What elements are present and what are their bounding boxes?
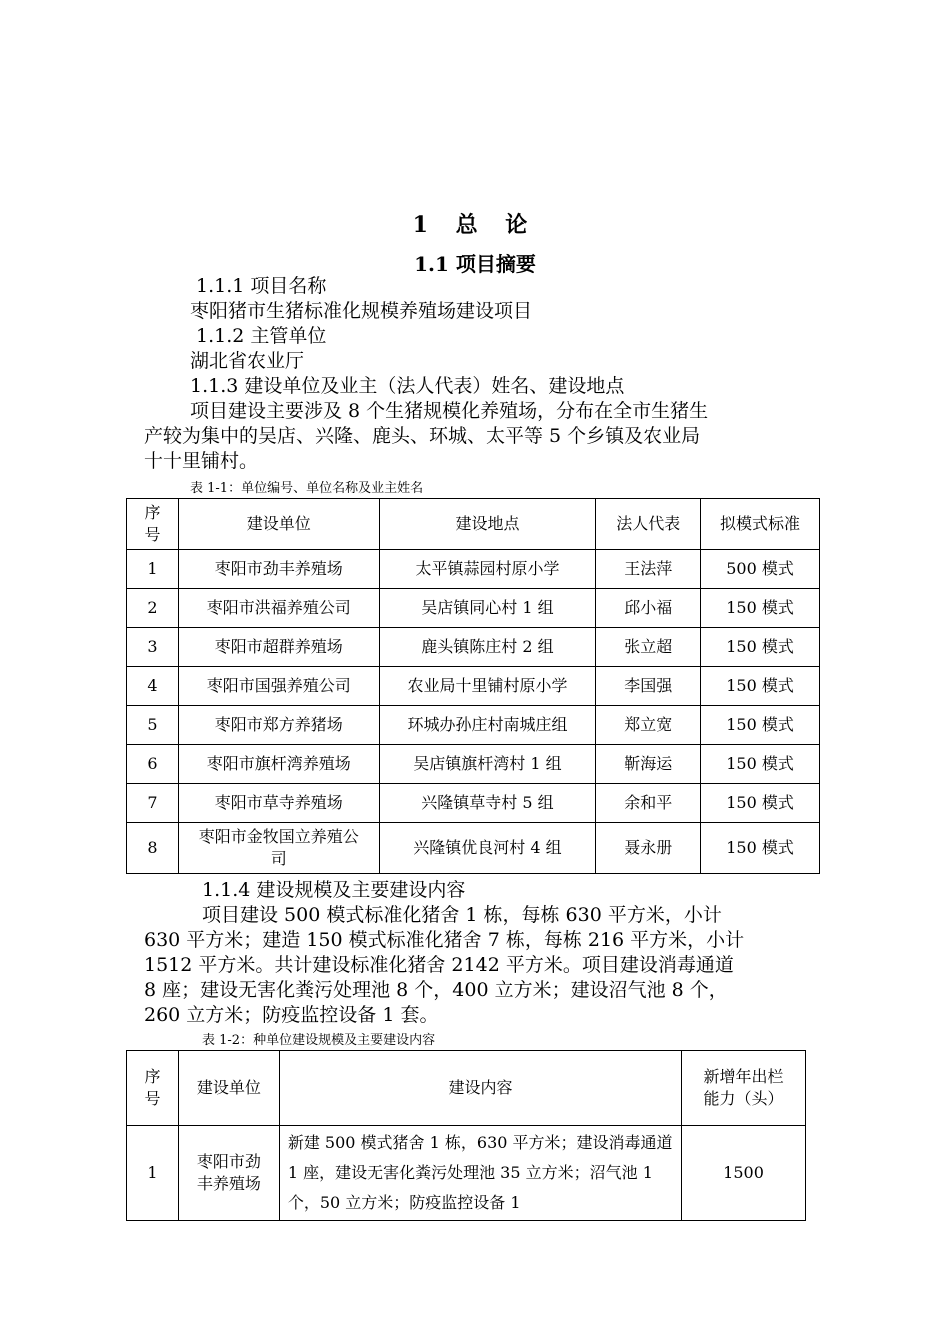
table-cell: 李国强	[596, 667, 701, 706]
paragraph-line: 1512 平方米。共计建设标准化猪舍 2142 平方米。项目建设消毒通道	[144, 954, 734, 976]
table-cell: 枣阳市草寺养殖场	[178, 784, 379, 823]
table-cell: 1	[127, 550, 179, 589]
header-cell: 建设内容	[279, 1051, 681, 1126]
table-row	[127, 784, 820, 823]
header-cell: 法人代表	[596, 499, 701, 550]
table-row	[127, 550, 820, 589]
table-cell: 枣阳市金牧国立养殖公司	[178, 823, 379, 874]
table-cell: 吴店镇同心村 1 组	[379, 589, 596, 628]
table-cell: 枣阳市劲丰养殖场	[178, 1126, 279, 1221]
table-cell: 6	[127, 745, 179, 784]
authority-text: 湖北省农业厅	[190, 350, 305, 372]
table-cell: 枣阳市超群养殖场	[178, 628, 379, 667]
table-header-row	[127, 499, 820, 550]
subsection-title-1-1-3: 1.1.3 建设单位及业主（法人代表）姓名、建设地点	[190, 375, 625, 397]
table-row	[127, 667, 820, 706]
table-cell: 150 模式	[701, 589, 820, 628]
subsection-title-1-1-2: 1.1.2 主管单位	[196, 325, 327, 347]
table-row	[127, 628, 820, 667]
table-row	[127, 745, 820, 784]
paragraph-line: 项目建设 500 模式标准化猪舍 1 栋，每栋 630 平方米，小计	[202, 904, 722, 926]
table-cell: 郑立宽	[596, 706, 701, 745]
table-cell: 鹿头镇陈庄村 2 组	[379, 628, 596, 667]
table-cell: 枣阳市旗杆湾养殖场	[178, 745, 379, 784]
construction-table	[126, 1050, 806, 1221]
table-cell: 枣阳市洪福养殖公司	[178, 589, 379, 628]
table-row	[127, 823, 820, 874]
table-cell: 聂永册	[596, 823, 701, 874]
header-cell: 建设地点	[379, 499, 596, 550]
paragraph-line: 8 座；建设无害化粪污处理池 8 个，400 立方米；建设沼气池 8 个，	[144, 979, 728, 1001]
header-cell: 新增年出栏能力（头）	[682, 1051, 806, 1126]
section-heading: 1.1 项目摘要	[414, 252, 536, 276]
table-header-row	[127, 1051, 806, 1126]
header-cell: 序号	[127, 1051, 179, 1126]
table-cell: 枣阳市劲丰养殖场	[178, 550, 379, 589]
table-cell: 7	[127, 784, 179, 823]
table-cell: 1	[127, 1126, 179, 1221]
table1-caption: 表 1-1：单位编号、单位名称及业主姓名	[190, 481, 424, 496]
subsection-title-1-1-4: 1.1.4 建设规模及主要建设内容	[202, 879, 466, 901]
table-cell: 5	[127, 706, 179, 745]
table-cell: 枣阳市国强养殖公司	[178, 667, 379, 706]
header-cell: 序号	[127, 499, 179, 550]
table-cell: 枣阳市郑方养猪场	[178, 706, 379, 745]
header-cell: 建设单位	[178, 1051, 279, 1126]
table-cell: 新建 500 模式猪舍 1 栋，630 平方米；建设消毒通道 1 座，建设无害化粪污处理池 35 立方米；沼气池 1 个，50 立方米；防疫监控设备 1	[279, 1126, 681, 1221]
header-cell: 拟模式标准	[701, 499, 820, 550]
table-cell: 兴隆镇草寺村 5 组	[379, 784, 596, 823]
table-cell: 150 模式	[701, 784, 820, 823]
table-cell: 150 模式	[701, 628, 820, 667]
paragraph-line: 项目建设主要涉及 8 个生猪规模化养殖场，分布在全市生猪生	[190, 400, 709, 422]
table-cell: 农业局十里铺村原小学	[379, 667, 596, 706]
table-cell: 150 模式	[701, 745, 820, 784]
paragraph-line: 产较为集中的吴店、兴隆、鹿头、环城、太平等 5 个乡镇及农业局	[144, 425, 701, 447]
paragraph-line: 十十里铺村。	[144, 450, 259, 472]
table-cell: 150 模式	[701, 667, 820, 706]
paragraph-line: 630 平方米；建造 150 模式标准化猪舍 7 栋，每栋 216 平方米，小计	[144, 929, 745, 951]
header-cell: 建设单位	[178, 499, 379, 550]
table-cell: 王法萍	[596, 550, 701, 589]
table-cell: 150 模式	[701, 706, 820, 745]
table-cell: 4	[127, 667, 179, 706]
paragraph-line: 260 立方米；防疫监控设备 1 套。	[144, 1004, 439, 1026]
table-row	[127, 589, 820, 628]
units-table	[126, 498, 820, 874]
table-cell: 靳海运	[596, 745, 701, 784]
table-row	[127, 706, 820, 745]
table-cell: 2	[127, 589, 179, 628]
table-row	[127, 1126, 806, 1221]
chapter-heading: 1 总 论	[412, 212, 538, 238]
project-name-text: 枣阳猪市生猪标准化规模养殖场建设项目	[190, 300, 533, 322]
table-cell: 环城办孙庄村南城庄组	[379, 706, 596, 745]
table-cell: 1500	[682, 1126, 806, 1221]
table-cell: 8	[127, 823, 179, 874]
table-cell: 邱小福	[596, 589, 701, 628]
subsection-title-1-1-1: 1.1.1 项目名称	[196, 275, 327, 297]
table-cell: 吴店镇旗杆湾村 1 组	[379, 745, 596, 784]
table-cell: 余和平	[596, 784, 701, 823]
table-cell: 张立超	[596, 628, 701, 667]
table-cell: 3	[127, 628, 179, 667]
table2-caption: 表 1-2：种单位建设规模及主要建设内容	[202, 1033, 436, 1048]
table-cell: 太平镇蒜园村原小学	[379, 550, 596, 589]
table-cell: 兴隆镇优良河村 4 组	[379, 823, 596, 874]
table-cell: 500 模式	[701, 550, 820, 589]
table-cell: 150 模式	[701, 823, 820, 874]
